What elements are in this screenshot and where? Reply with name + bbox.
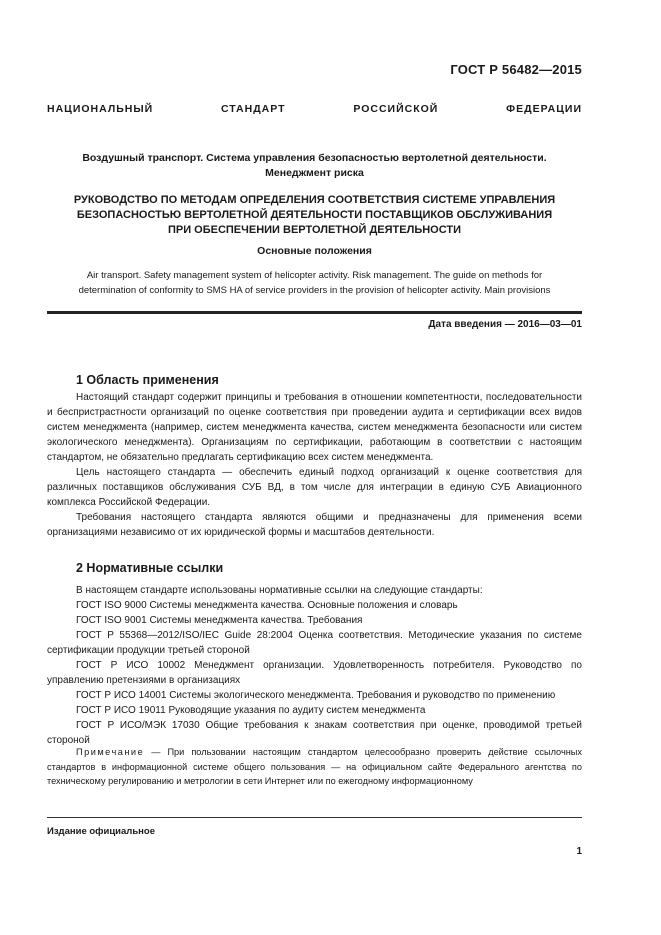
subtitle: Основные положения bbox=[257, 245, 372, 257]
note bbox=[47, 745, 582, 789]
title-english-line: Air transport. Safety management system of helicopter activity. Risk management. The guide on methods for bbox=[86, 270, 543, 281]
reference-item: ГОСТ ISO 9001 Системы менеджмента качества. Требования bbox=[76, 615, 363, 626]
title-main bbox=[47, 193, 582, 238]
reference-item: ГОСТ Р ИСО 14001 Системы экологического менеджмента. Требования и руководство по применению bbox=[76, 690, 556, 701]
reference-item: ГОСТ Р 55368—2012/ISO/IEC Guide 28:2004 Оценка соответствия. Методические указания по системе сертификации продукции третьей стороной bbox=[47, 630, 582, 656]
official-edition-label: Издание официальное bbox=[47, 826, 155, 837]
note-label: Примечание bbox=[76, 747, 145, 757]
section-1-heading: 1 Область применения bbox=[76, 373, 219, 387]
paragraph: Настоящий стандарт содержит принципы и требования в отношении компетентности, последовательности и беспристрастности организаций по оценке соответствия при проведении аудита и сертификации всех видов систем менеджмента (например, систем менеджмента качества, систем менеджмента безопасности или систем экологического менеджмента). Организациям по сертификации, работающим в соответствии с настоящим стандартом, не обязательно предлагать сертификацию всех систем менеджмента. bbox=[47, 392, 582, 463]
title-main-line: БЕЗОПАСНОСТЬЮ ВЕРТОЛЕТНОЙ ДЕЯТЕЛЬНОСТИ ПОСТАВЩИКОВ ОБСЛУЖИВАНИЯ bbox=[76, 209, 553, 221]
introduction-date: Дата введения — 2016—03—01 bbox=[428, 319, 582, 330]
title-russian bbox=[47, 151, 582, 181]
title-english bbox=[47, 268, 582, 298]
reference-item: ГОСТ Р ИСО 19011 Руководящие указания по аудиту систем менеджмента bbox=[76, 705, 426, 716]
reference-item: ГОСТ Р ИСО/МЭК 17030 Общие требования к знакам соответствия при оценке, проводимой третьей стороной bbox=[47, 720, 582, 746]
header-divider bbox=[47, 311, 582, 314]
document-code: ГОСТ Р 56482—2015 bbox=[450, 62, 582, 77]
title-russian-line: Воздушный транспорт. Система управления безопасностью вертолетной деятельности. bbox=[82, 152, 547, 164]
section-2-body bbox=[47, 583, 582, 748]
title-english-line: determination of conformity to SMS HA of service providers in the provision of helicopter activity. Main provisions bbox=[78, 285, 551, 296]
paragraph: Требования настоящего стандарта являются общими и предназначены для применения всеми организациями независимо от их юридической формы и масштабов деятельности. bbox=[47, 512, 582, 538]
page-number: 1 bbox=[576, 846, 582, 857]
reference-item: ГОСТ Р ИСО 10002 Менеджмент организации. Удовлетворенность потребителя. Руководство по управлению претензиями в организациях bbox=[47, 660, 582, 686]
section-2-heading: 2 Нормативные ссылки bbox=[76, 561, 224, 575]
title-main-line: ПРИ ОБЕСПЕЧЕНИИ ВЕРТОЛЕТНОЙ ДЕЯТЕЛЬНОСТИ bbox=[167, 224, 462, 236]
footer-divider bbox=[47, 817, 582, 818]
national-standard-banner: НАЦИОНАЛЬНЫЙ СТАНДАРТ РОССИЙСКОЙ ФЕДЕРАЦИИ bbox=[47, 103, 582, 115]
title-main-line: РУКОВОДСТВО ПО МЕТОДАМ ОПРЕДЕЛЕНИЯ СООТВЕТСТВИЯ СИСТЕМЕ УПРАВЛЕНИЯ bbox=[73, 194, 556, 206]
paragraph: В настоящем стандарте использованы нормативные ссылки на следующие стандарты: bbox=[76, 585, 483, 596]
note-text: — При пользовании настоящим стандартом целесообразно проверить действие ссылочных стандартов в информационной системе общего пользования — на официальном сайте Федерального агентства по техническому регулированию и метрологии в сети Интернет или по ежегодному информационному bbox=[47, 747, 582, 786]
paragraph: Цель настоящего стандарта — обеспечить единый подход организаций к оценке соответствия для различных поставщиков обслуживания СУБ ВД, в том числе для интеграции в единую СУБ Авиационного комплекса Российской Федерации. bbox=[47, 467, 582, 508]
title-russian-line: Менеджмент риска bbox=[265, 167, 364, 179]
reference-item: ГОСТ ISO 9000 Системы менеджмента качества. Основные положения и словарь bbox=[76, 600, 458, 611]
section-1-body bbox=[47, 390, 582, 540]
